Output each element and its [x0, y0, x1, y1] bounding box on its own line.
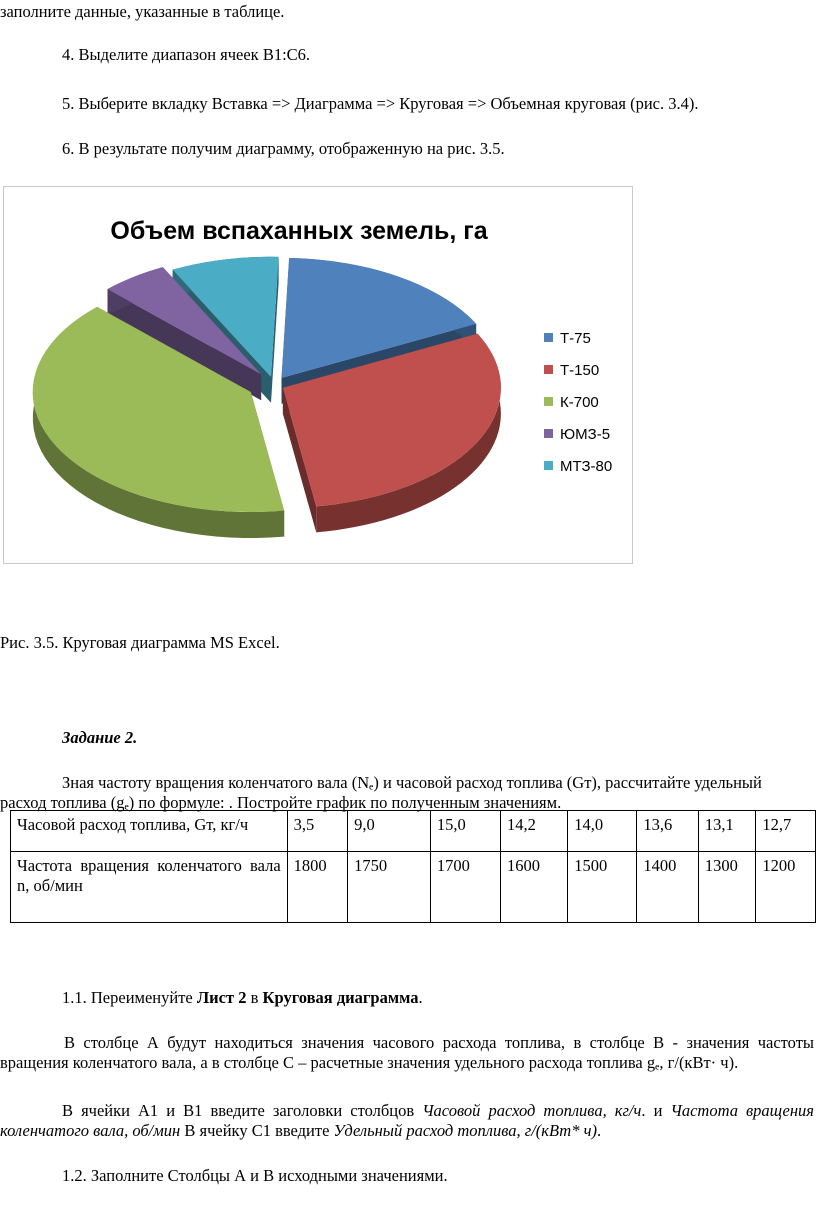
- legend-label: Т-75: [560, 330, 591, 347]
- legend-label: ЮМЗ-5: [560, 426, 611, 443]
- table-row: [11, 852, 816, 923]
- step-1-1-text: 1.1. Переименуйте: [62, 988, 197, 1007]
- legend-swatch: [544, 333, 553, 342]
- legend-swatch: [544, 365, 553, 374]
- legend-label: МТЗ-80: [560, 458, 613, 475]
- table-row: [11, 811, 816, 852]
- table-cell: 3,5: [287, 811, 347, 852]
- table-cell: 1200: [756, 852, 816, 923]
- legend-swatch: [544, 397, 553, 406]
- header-b1: Частота вращения: [670, 1101, 814, 1120]
- header-b1-cont: коленчатого вала, об/мин: [0, 1121, 181, 1140]
- task-text-line-2: расход топлива (gₑ) по формуле: . Постройте график по полученным значениям.: [0, 793, 562, 812]
- header-a1: Часовой расход топлива, кг/ч: [422, 1101, 642, 1120]
- legend-label: Т-150: [560, 362, 600, 379]
- table-cell: 12,7: [756, 811, 816, 852]
- table-cell: 14,2: [500, 811, 567, 852]
- sheet-name-old: Лист 2: [196, 988, 247, 1007]
- chart-title: Объем вспаханных земель, га: [110, 217, 488, 245]
- table-cell: 13,1: [698, 811, 756, 852]
- text-line: заполните данные, указанные в таблице.: [0, 2, 285, 21]
- task-text-line-1: Зная частоту вращения коленчатого вала (Nₑ) и часовой расход топлива (Gᴛ), рассчитайте удельный: [62, 773, 762, 792]
- paragraph-columns-line-2: вращения коленчатого вала, а в столбце С – расчетные значения удельного расхода топлива gₑ, г/(кВт· ч).: [0, 1053, 739, 1072]
- legend-swatch: [544, 461, 553, 470]
- paragraph-text: .: [596, 1121, 602, 1140]
- header-c1: Удельный расход топлива, г/(кВт* ч): [333, 1121, 597, 1140]
- table-row-label: Часовой расход топлива, Gт, кг/ч: [11, 811, 288, 852]
- step-4: 4. Выделите диапазон ячеек B1:C6.: [62, 45, 311, 64]
- figure-caption: Рис. 3.5. Круговая диаграмма MS Excel.: [0, 633, 280, 652]
- table-cell: 15,0: [430, 811, 500, 852]
- step-1-1-text: .: [418, 988, 423, 1007]
- table-cell: 14,0: [568, 811, 637, 852]
- paragraph-text: . и: [641, 1101, 671, 1120]
- table-cell: 13,6: [637, 811, 698, 852]
- table-cell: 9,0: [348, 811, 431, 852]
- pie-chart: [3, 186, 633, 564]
- step-1-1: [62, 988, 423, 1008]
- paragraph-columns-line-1: В столбце А будут находиться значения часового расхода топлива, в столбце В - значения частоты: [64, 1033, 814, 1052]
- task-title-text: Задание 2.: [62, 728, 138, 747]
- pie-chart-svg: [4, 187, 634, 565]
- table-cell: 1300: [698, 852, 756, 923]
- paragraph-text: В ячейки А1 и В1 введите заголовки столбцов: [62, 1101, 423, 1120]
- table-cell: 1700: [430, 852, 500, 923]
- legend-label: К-700: [560, 394, 599, 411]
- data-table: [10, 810, 816, 923]
- step-5: 5. Выберите вкладку Вставка => Диаграмма => Круговая => Объемная круговая (рис. 3.4).: [62, 94, 699, 113]
- table-cell: 1800: [287, 852, 347, 923]
- paragraph-headers-line-2: [0, 1121, 601, 1141]
- sheet-name-new: Круговая диаграмма: [262, 988, 419, 1007]
- paragraph-headers-line-1: [0, 1101, 814, 1121]
- step-1-1-text: в: [246, 988, 263, 1007]
- legend-swatch: [544, 429, 553, 438]
- step-1-2: 1.2. Заполните Столбцы А и В исходными значениями.: [62, 1166, 448, 1185]
- table-cell: 1600: [500, 852, 567, 923]
- task-title: [62, 728, 137, 748]
- table-cell: 1500: [568, 852, 637, 923]
- table-cell: 1400: [637, 852, 698, 923]
- table-cell: 1750: [348, 852, 431, 923]
- paragraph-text: В ячейку С1 введите: [180, 1121, 334, 1140]
- step-6: 6. В результате получим диаграмму, отображенную на рис. 3.5.: [62, 139, 505, 158]
- table-row-label: Частота вращения коленчатого вала n, об/мин: [11, 852, 288, 923]
